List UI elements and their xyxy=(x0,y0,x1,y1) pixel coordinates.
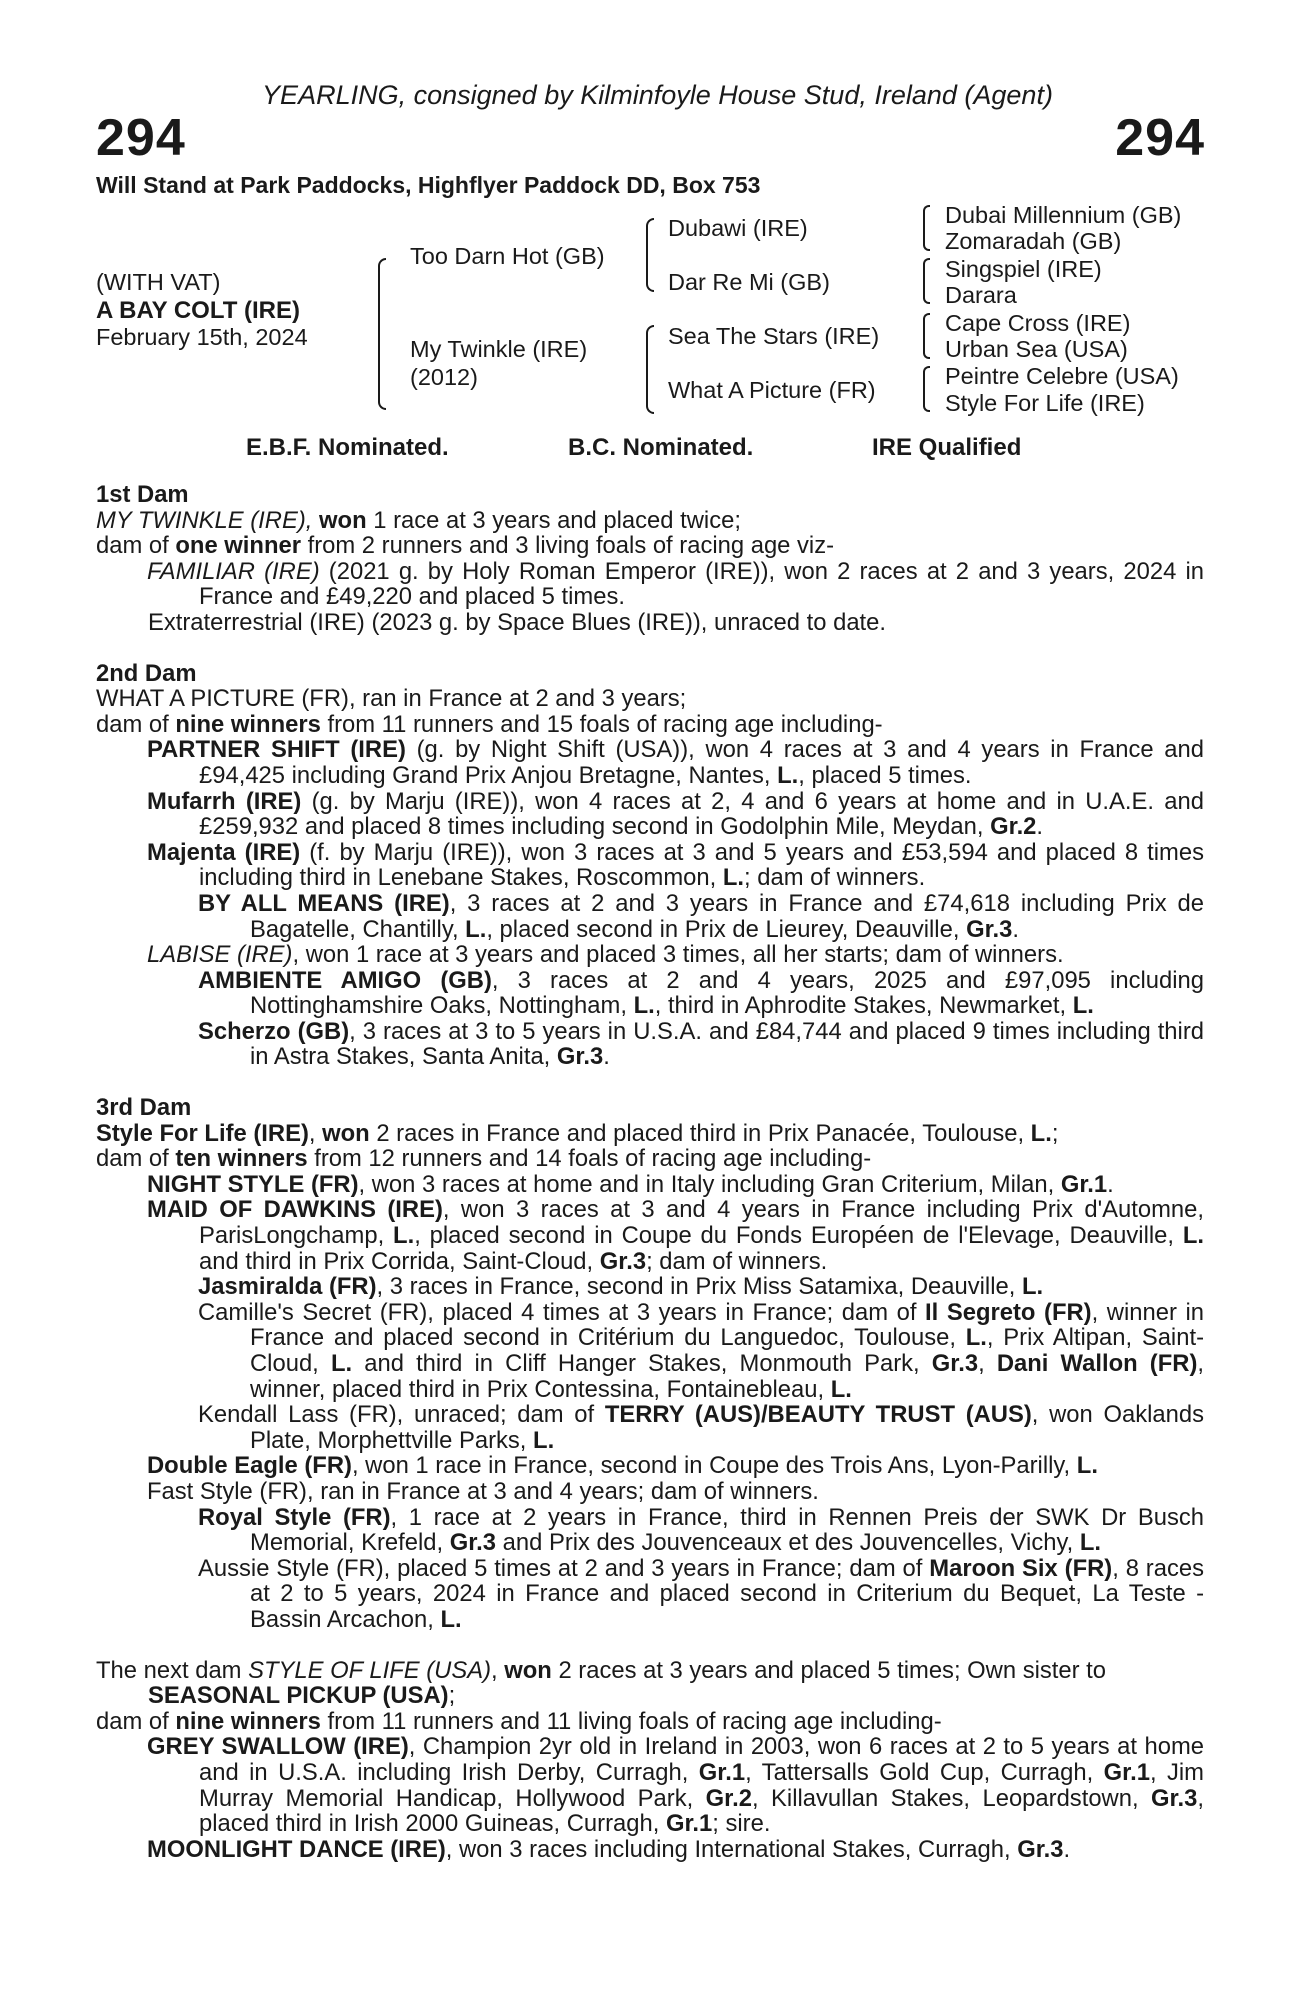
pedigree-brace-main xyxy=(378,258,386,410)
pedigree-dam-year: (2012) xyxy=(410,364,478,390)
lot-number-right: 294 xyxy=(1115,109,1205,167)
next-dam-record: The next dam STYLE OF LIFE (USA), won 2 races at 3 years and placed 5 times; Own sister to SEASONAL PICKUP (USA); xyxy=(96,1656,1107,1710)
produce-majenta: Majenta (IRE) (f. by Marju (IRE)), won 3 races at 3 and 5 years and £53,594 and placed 8 times including third in Lenebane Stakes, Roscommon, L.; dam of winners. xyxy=(147,838,1205,892)
produce-camilles-secret: Camille's Secret (FR), placed 4 times at 3 years in France; dam of Il Segreto (FR), winner in France and placed second in Critérium du Languedoc, Toulouse, L., Prix Altipan, Saint-Cloud, L. and third in Cliff Hanger Stakes, Monmouth Park, Gr.3, Dani Wallon (FR), winner, placed third in Prix Contessina, Fontainebleau, L. xyxy=(198,1298,1204,1403)
pedigree-brace-sd xyxy=(923,258,930,304)
produce-maid-of-dawkins: MAID OF DAWKINS (IRE), won 3 races at 3 and 4 years in France including Prix d'Automne, ParisLongchamp, L., placed second in Coupe du Fonds Européen de l'Elevage, Deauville, L. and third in Prix Corrida, Saint-Cloud, Gr.3; dam of winners. xyxy=(147,1196,1204,1275)
stand-location: Will Stand at Park Paddocks, Highflyer Paddock DD, Box 753 xyxy=(96,172,761,198)
produce-jasmiralda: Jasmiralda (FR), 3 races in France, second in Prix Miss Satamixa, Deauville, L. xyxy=(198,1273,1044,1301)
bc-nomination: B.C. Nominated. xyxy=(568,434,754,461)
pedigree-sire: Too Darn Hot (GB) xyxy=(410,243,605,269)
produce-ambiente-amigo: AMBIENTE AMIGO (GB), 3 races at 2 and 4 years, 2025 and £97,095 including Nottinghamshire Oaks, Nottingham, L., third in Aphrodite Stakes, Newmarket, L. xyxy=(198,966,1204,1020)
ire-qualified: IRE Qualified xyxy=(872,434,1022,461)
catalogue-body xyxy=(96,482,1204,1862)
third-dam-record: Style For Life (IRE), won 2 races in France and placed third in Prix Panacée, Toulouse, L.; xyxy=(96,1119,1059,1147)
pedigree-brace-ds xyxy=(923,313,930,359)
vat-note: (WITH VAT) xyxy=(96,269,221,295)
pedigree-dds: Peintre Celebre (USA) xyxy=(945,363,1179,389)
produce-scherzo: Scherzo (GB), 3 races at 3 to 5 years in U.S.A. and £84,744 and placed 9 times including third in Astra Stakes, Santa Anita, Gr.3. xyxy=(198,1017,1204,1071)
next-dam-produce-summary: dam of nine winners from 11 runners and 11 living foals of racing age including- xyxy=(96,1707,942,1735)
pedigree-dam: My Twinkle (IRE) xyxy=(410,336,588,362)
consignor-line: YEARLING, consigned by Kilminfoyle House Stud, Ireland (Agent) xyxy=(262,80,1053,110)
produce-grey-swallow: GREY SWALLOW (IRE), Champion 2yr old in Ireland in 2003, won 6 races at 2 to 5 years at home and in U.S.A. including Irish Derby, Curragh, Gr.1, Tattersalls Gold Cup, Curragh, Gr.1, Jim Murray Memorial Handicap, Hollywood Park, Gr.2, Killavullan Stakes, Leopardstown, Gr.3, placed third in Irish 2000 Guineas, Curragh, Gr.1; sire. xyxy=(147,1733,1205,1838)
pedigree-brace-dd xyxy=(923,366,930,412)
pedigree-ssd: Zomaradah (GB) xyxy=(945,228,1122,254)
produce-fast-style: Fast Style (FR), ran in France at 3 and 4 years; dam of winners. xyxy=(147,1477,819,1505)
pedigree-sire-sire: Dubawi (IRE) xyxy=(668,215,808,241)
first-dam-heading: 1st Dam xyxy=(96,481,189,508)
foaling-date: February 15th, 2024 xyxy=(96,324,308,350)
horse-name: A BAY COLT (IRE) xyxy=(96,297,301,324)
third-dam-produce-summary: dam of ten winners from 12 runners and 14 foals of racing age including- xyxy=(96,1145,872,1173)
produce-night-style: NIGHT STYLE (FR), won 3 races at home and in Italy including Gran Criterium, Milan, Gr.1. xyxy=(147,1170,1114,1198)
pedigree-sdd: Darara xyxy=(945,282,1017,308)
pedigree-sds: Singspiel (IRE) xyxy=(945,256,1102,282)
second-dam-heading: 2nd Dam xyxy=(96,659,197,687)
second-dam-produce-summary: dam of nine winners from 11 runners and 15 foals of racing age including- xyxy=(96,710,883,738)
third-dam-heading: 3rd Dam xyxy=(96,1094,192,1122)
produce-kendall-lass: Kendall Lass (FR), unraced; dam of TERRY (AUS)/BEAUTY TRUST (AUS), won Oaklands Plate, Morphettville Parks, L. xyxy=(198,1401,1204,1454)
first-dam-produce-summary: dam of one winner from 2 runners and 3 living foals of racing age viz- xyxy=(96,532,835,560)
pedigree-dam-sire: Sea The Stars (IRE) xyxy=(668,323,880,349)
lot-number-left: 294 xyxy=(96,109,186,167)
produce-labise: LABISE (IRE), won 1 race at 3 years and placed 3 times, all her starts; dam of winners. xyxy=(147,941,1064,969)
pedigree-dss: Cape Cross (IRE) xyxy=(945,310,1131,336)
produce-partner-shift: PARTNER SHIFT (IRE) (g. by Night Shift (USA)), won 4 races at 3 and 4 years in France and £94,425 including Grand Prix Anjou Bretagne, Nantes, L., placed 5 times. xyxy=(147,736,1204,789)
pedigree-dam-dam: What A Picture (FR) xyxy=(668,377,876,403)
produce-extraterrestrial: Extraterrestrial (IRE) (2023 g. by Space Blues (IRE)), unraced to date. xyxy=(148,608,887,636)
produce-by-all-means: BY ALL MEANS (IRE), 3 races at 2 and 3 years in France and £74,618 including Prix de Bagatelle, Chantilly, L., placed second in Prix de Lieurey, Deauville, Gr.3. xyxy=(198,889,1204,943)
produce-moonlight-dance: MOONLIGHT DANCE (IRE), won 3 races including International Stakes, Curragh, Gr.3. xyxy=(147,1835,1071,1863)
first-dam-record: MY TWINKLE (IRE), won 1 race at 3 years and placed twice; xyxy=(96,506,741,534)
produce-royal-style: Royal Style (FR), 1 race at 2 years in France, third in Rennen Preis der SWK Dr Busch Memorial, Krefeld, Gr.3 and Prix des Jouvenceaux et des Jouvencelles, Vichy, L. xyxy=(198,1503,1204,1557)
pedigree-brace-dam xyxy=(646,325,654,414)
pedigree-ddd: Style For Life (IRE) xyxy=(945,390,1145,416)
pedigree-sss: Dubai Millennium (GB) xyxy=(945,202,1182,228)
pedigree-brace-sire xyxy=(646,218,654,292)
produce-mufarrh: Mufarrh (IRE) (g. by Marju (IRE)), won 4 races at 2, 4 and 6 years at home and in U.A.E. and £259,932 and placed 8 times including second in Godolphin Mile, Meydan, Gr.2. xyxy=(147,787,1204,841)
produce-familiar: FAMILIAR (IRE) (2021 g. by Holy Roman Emperor (IRE)), won 2 races at 2 and 3 years, 2024 in France and £49,220 and placed 5 times. xyxy=(147,557,1204,611)
produce-double-eagle: Double Eagle (FR), won 1 race in France, second in Coupe des Trois Ans, Lyon-Parilly, L. xyxy=(147,1452,1098,1480)
ebf-nomination: E.B.F. Nominated. xyxy=(246,434,449,461)
produce-aussie-style: Aussie Style (FR), placed 5 times at 2 and 3 years in France; dam of Maroon Six (FR), 8 races at 2 to 5 years, 2024 in France and placed second in Criterium du Bequet, La Teste - Bassin Arcachon, L. xyxy=(198,1554,1204,1633)
second-dam-record: WHAT A PICTURE (FR), ran in France at 2 and 3 years; xyxy=(96,685,687,713)
pedigree-dsd: Urban Sea (USA) xyxy=(945,336,1128,362)
pedigree-sire-dam: Dar Re Mi (GB) xyxy=(668,269,830,295)
pedigree-brace-ss xyxy=(923,205,930,251)
